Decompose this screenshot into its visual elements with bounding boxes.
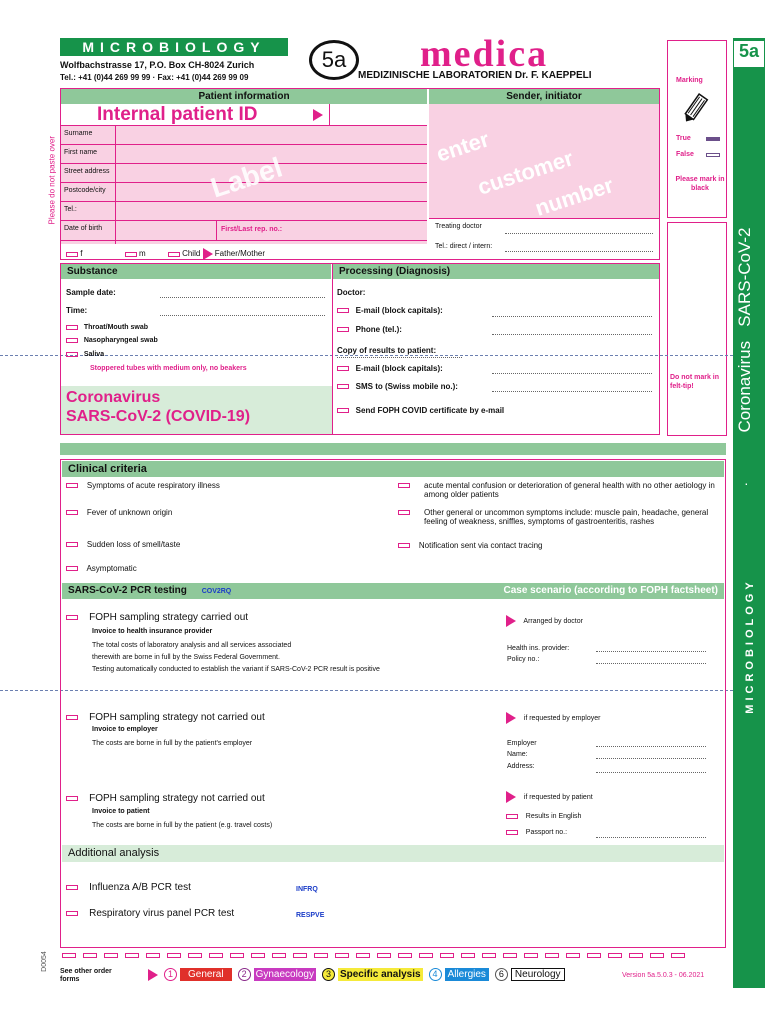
opt3-english: [506, 813, 581, 820]
opt1-line-2: Testing automatically conducted to establish the variant if SARS-CoV-2 PCR result is positive: [92, 666, 380, 673]
label-field-divider: [115, 126, 116, 244]
strip-checkbox[interactable]: [503, 953, 517, 958]
strip-checkbox[interactable]: [377, 953, 391, 958]
strip-checkbox[interactable]: [398, 953, 412, 958]
pcr-option-2-title: FOPH sampling strategy not carried out: [89, 712, 265, 723]
additional-label: Respiratory virus panel PCR test: [89, 908, 235, 919]
email2-option: [337, 364, 443, 373]
sms-checkbox[interactable]: [337, 384, 349, 389]
naso-checkbox[interactable]: [66, 338, 78, 343]
strip-checkbox[interactable]: [188, 953, 202, 958]
clinical-checkbox[interactable]: [398, 510, 410, 515]
strip-checkbox[interactable]: [251, 953, 265, 958]
street-label: Street address: [64, 168, 110, 175]
pcr-option-3-title: FOPH sampling strategy not carried out: [89, 793, 265, 804]
block-divider: [332, 264, 333, 434]
sender-fields: [429, 218, 659, 260]
processing-section-header: Processing (Diagnosis): [333, 264, 659, 279]
form-number: 6: [495, 968, 508, 981]
strip-checkbox[interactable]: [272, 953, 286, 958]
sender-section-header: Sender, initiator: [429, 89, 659, 104]
additional-code-1: RESPVE: [296, 912, 325, 919]
clinical-label: Sudden loss of smell/taste: [86, 540, 181, 549]
male-label: m: [138, 249, 146, 259]
additional-item-0: [66, 882, 191, 893]
first-name-label: First name: [64, 149, 98, 156]
arrow-right-icon: [506, 615, 516, 627]
clinical-label: Asymptomatic: [86, 564, 137, 573]
opt1-line-0: The total costs of laboratory analysis and all services associated: [92, 642, 292, 649]
arrow-right-icon: [203, 248, 213, 260]
throat-label: Throat/Mouth swab: [83, 324, 149, 331]
additional-item-1: [66, 908, 234, 919]
form-number: 2: [238, 968, 251, 981]
father-mother-label: Father/Mother: [214, 249, 266, 259]
clinical-checkbox[interactable]: [66, 483, 78, 488]
treating-doctor-field[interactable]: [505, 233, 653, 234]
pcr-section-header: [62, 583, 724, 599]
form-link-general[interactable]: [164, 968, 232, 981]
opt2-req: [506, 712, 600, 724]
tel-label: Tel.:: [64, 206, 77, 213]
opt3-invoice: Invoice to patient: [92, 808, 150, 815]
phone-fax: Tel.: +41 (0)44 269 99 99 · Fax: +41 (0)44 269 99 09: [60, 73, 249, 82]
email-label: E-mail (block capitals):: [355, 306, 443, 315]
foph-cert-option: [337, 406, 504, 415]
pcr-code: COV2RQ: [201, 588, 232, 595]
additional-section-header: Additional analysis: [62, 845, 724, 862]
version: Version 5a.5.0.3 - 06.2021: [622, 972, 705, 979]
true-mark-example: [706, 137, 720, 141]
additional-checkbox[interactable]: [66, 911, 78, 916]
passport-field[interactable]: [596, 837, 706, 838]
clinical-left-2: [66, 540, 180, 549]
clinical-section-header: Clinical criteria: [62, 461, 724, 477]
strip-checkbox[interactable]: [587, 953, 601, 958]
side-vertical-brand: MICROBIOLOGY: [744, 578, 756, 714]
pcr-option-1: [66, 612, 248, 623]
email-field[interactable]: [492, 316, 652, 317]
naso-label: Nasopharyngeal swab: [83, 337, 158, 344]
email2-checkbox[interactable]: [337, 366, 349, 371]
corona-title: Coronavirus: [66, 389, 161, 406]
see-other-forms: See other order forms: [60, 968, 112, 983]
strip-checkbox[interactable]: [167, 953, 181, 958]
divider: [216, 221, 217, 241]
form-label: Neurology: [511, 968, 565, 981]
opt1-line-1: therewith are borne in full by the Swiss Federal Government.: [92, 654, 280, 661]
clinical-pcr-block: [60, 459, 726, 948]
form-link-specific[interactable]: [322, 968, 423, 981]
opt2-line: The costs are borne in full by the patient's employer: [92, 740, 253, 747]
strip-checkbox[interactable]: [671, 953, 685, 958]
clinical-checkbox[interactable]: [398, 483, 410, 488]
foph-cert-label: Send FOPH COVID certificate by e-mail: [355, 406, 505, 415]
clinical-right-0: [398, 481, 718, 499]
arranged-label: Arranged by doctor: [523, 617, 583, 625]
clinical-right-2: [398, 541, 543, 550]
throat-checkbox[interactable]: [66, 325, 78, 330]
marking-box: [667, 40, 727, 218]
surname-label: Surname: [64, 130, 93, 137]
sample-date-label: Sample date:: [66, 288, 116, 297]
footer-forms: [148, 968, 565, 981]
strip-checkbox[interactable]: [104, 953, 118, 958]
internal-id-label: Internal patient ID: [97, 104, 258, 125]
form-link-neurology[interactable]: [495, 968, 565, 981]
saliva-option: [66, 351, 104, 358]
doctor-label: Doctor:: [337, 288, 366, 297]
case-scenario-header: Case scenario (according to FOPH factsheet): [503, 585, 718, 596]
form-link-gynaecology[interactable]: [238, 968, 316, 981]
watermark-number: number: [531, 172, 617, 221]
sender-tel-label: Tel.: direct / intern:: [435, 243, 493, 250]
pcr-option-1-checkbox[interactable]: [66, 615, 78, 620]
strip-checkbox[interactable]: [209, 953, 223, 958]
clinical-left-0: [66, 481, 220, 490]
separator-bar: [60, 443, 726, 455]
form-number: 3: [322, 968, 335, 981]
strip-checkbox[interactable]: [146, 953, 160, 958]
strip-checkbox[interactable]: [62, 953, 76, 958]
english-checkbox[interactable]: [506, 814, 518, 819]
additional-label: Influenza A/B PCR test: [89, 882, 191, 893]
strip-checkbox[interactable]: [482, 953, 496, 958]
marking-label: Marking: [676, 77, 703, 84]
side-tab-number: 5a: [733, 40, 765, 68]
form-label: Allergies: [445, 968, 489, 981]
sender-tel-field[interactable]: [505, 251, 653, 252]
pcr-option-3: [66, 793, 265, 804]
postcode-label: Postcode/city: [64, 187, 106, 194]
child-label: Child: [182, 249, 201, 259]
opt1-invoice: Invoice to health insurance provider: [92, 628, 213, 635]
phone-checkbox[interactable]: [337, 327, 349, 332]
pcr-title: SARS-CoV-2 PCR testing: [68, 585, 187, 596]
pencil-icon: [678, 93, 714, 125]
opt2-employer: Employer: [507, 740, 537, 747]
female-checkbox[interactable]: [66, 252, 78, 257]
phone-label: Phone (tel.):: [355, 325, 402, 334]
no-paste-note: Please do not paste over: [47, 135, 57, 225]
strip-checkbox[interactable]: [356, 953, 370, 958]
strip-checkbox[interactable]: [419, 953, 433, 958]
strip-checkbox[interactable]: [608, 953, 622, 958]
sample-date-field[interactable]: [160, 297, 325, 298]
arrow-right-icon: [148, 969, 158, 981]
clinical-checkbox[interactable]: [66, 542, 78, 547]
side-vertical-title: Coronavirus SARS-CoV-2: [735, 227, 754, 433]
req-patient-label: if requested by patient: [523, 793, 593, 801]
clinical-label: Other general or uncommon symptoms include: muscle pain, headache, general feeling of weakness, sniffles, symptoms of gastroenteritis, rashes: [424, 508, 709, 526]
arrow-right-icon: [313, 109, 323, 121]
felt-tip-box: [667, 222, 727, 436]
sms-option: [337, 382, 458, 391]
clinical-label: acute mental confusion or deterioration of general health with no other aetiology in among older patients: [424, 481, 715, 499]
opt1-policy-label: Policy no.:: [507, 656, 540, 663]
sms-field[interactable]: [492, 391, 652, 392]
req-employer-label: if requested by employer: [523, 714, 601, 722]
clinical-left-1: [66, 508, 172, 517]
medica-logo: medica: [420, 33, 549, 75]
treating-doctor-label: Treating doctor: [435, 223, 482, 230]
passport-label: Passport no.:: [525, 829, 568, 836]
clinical-checkbox[interactable]: [66, 566, 78, 571]
time-field[interactable]: [160, 315, 325, 316]
divider: [329, 104, 330, 126]
mark-in-black: Please mark in black: [675, 176, 725, 192]
saliva-checkbox[interactable]: [66, 352, 78, 357]
english-label: Results in English: [525, 813, 582, 820]
strip-checkbox[interactable]: [650, 953, 664, 958]
strip-checkbox[interactable]: [314, 953, 328, 958]
form-number-badge: 5a: [309, 40, 359, 80]
copy-label: Copy of results to patient:: [337, 346, 437, 355]
brand-banner: MICROBIOLOGY: [60, 38, 288, 56]
email2-label: E-mail (block capitals):: [355, 364, 443, 373]
clinical-label: Symptoms of acute respiratory illness: [86, 481, 220, 490]
pcr-option-3-checkbox[interactable]: [66, 796, 78, 801]
male-checkbox[interactable]: [125, 252, 137, 257]
form-label: Gynaecology: [255, 969, 314, 980]
opt1-provider-field[interactable]: [596, 651, 706, 652]
patient-section-header: Patient information: [61, 89, 427, 104]
gender-row: [66, 248, 265, 260]
strip-checkbox[interactable]: [293, 953, 307, 958]
strip-checkbox[interactable]: [524, 953, 538, 958]
watermark-customer: customer: [474, 145, 577, 200]
clinical-right-1: [398, 508, 718, 526]
opt1-arranged: [506, 615, 583, 627]
true-label: True: [676, 135, 691, 142]
sender-watermark: [430, 120, 658, 221]
phone-option: [337, 325, 402, 334]
clinical-left-3: [66, 564, 137, 573]
false-mark-example: [706, 153, 720, 157]
email2-field[interactable]: [492, 373, 652, 374]
internal-id-box[interactable]: [61, 104, 427, 126]
clinical-checkbox[interactable]: [66, 510, 78, 515]
opt2-address-field[interactable]: [596, 772, 706, 773]
strip-checkbox[interactable]: [629, 953, 643, 958]
corona-subtitle: SARS-CoV-2 (COVID-19): [66, 408, 251, 425]
pcr-option-2: [66, 712, 265, 723]
strip-checkbox[interactable]: [461, 953, 475, 958]
form-link-allergies[interactable]: [429, 968, 489, 981]
clinical-label: Notification sent via contact tracing: [418, 541, 543, 550]
opt2-name-field[interactable]: [596, 758, 706, 759]
saliva-label: Saliva: [83, 351, 105, 358]
opt3-passport: [506, 829, 567, 836]
strip-checkbox[interactable]: [83, 953, 97, 958]
passport-checkbox[interactable]: [506, 830, 518, 835]
opt2-address: Address:: [507, 763, 535, 770]
pcr-option-1-title: FOPH sampling strategy carried out: [89, 612, 249, 623]
form-number: 1: [164, 968, 177, 981]
side-dot: ·: [744, 475, 749, 491]
dob-label: Date of birth: [64, 225, 103, 232]
email-option: [337, 306, 443, 315]
clinical-checkbox[interactable]: [398, 543, 410, 548]
opt2-name: Name:: [507, 751, 528, 758]
strip-checkbox[interactable]: [566, 953, 580, 958]
strip-checkbox[interactable]: [125, 953, 139, 958]
lab-name: MEDIZINISCHE LABORATORIEN Dr. F. KAEPPELI: [358, 70, 592, 81]
false-label: False: [676, 151, 694, 158]
time-label: Time:: [66, 306, 88, 315]
pcr-option-2-checkbox[interactable]: [66, 715, 78, 720]
form-label: Specific analysis: [339, 969, 421, 980]
child-checkbox[interactable]: [168, 252, 180, 257]
arrow-right-icon: [506, 791, 516, 803]
form-number: 4: [429, 968, 442, 981]
substance-section-header: Substance: [61, 264, 331, 279]
address: Wolfbachstrasse 17, P.O. Box CH-8024 Zurich: [60, 60, 255, 70]
opt1-policy-field[interactable]: [596, 663, 706, 664]
sms-label: SMS to (Swiss mobile no.):: [355, 382, 458, 391]
email-checkbox[interactable]: [337, 308, 349, 313]
opt3-req: [506, 791, 593, 803]
additional-checkbox[interactable]: [66, 885, 78, 890]
watermark-enter: enter: [433, 126, 493, 167]
strip-checkbox[interactable]: [545, 953, 559, 958]
phone-field[interactable]: [492, 334, 652, 335]
form-label: General: [180, 968, 232, 981]
additional-code-0: INFRQ: [296, 886, 318, 893]
throat-option: [66, 324, 148, 331]
strip-checkbox[interactable]: [440, 953, 454, 958]
opt3-line: The costs are borne in full by the patient (e.g. travel costs): [92, 822, 273, 829]
arrow-right-icon: [506, 712, 516, 724]
female-label: f: [80, 249, 83, 259]
opt2-employer-field[interactable]: [596, 746, 706, 747]
clinical-label: Fever of unknown origin: [86, 508, 173, 517]
doc-code: D0054: [40, 951, 48, 972]
no-felt-tip: Do not mark in felt-tip!: [670, 374, 720, 390]
stoppered-note: Stoppered tubes with medium only, no beakers: [90, 365, 247, 372]
opt2-invoice: Invoice to employer: [92, 726, 158, 733]
naso-option: [66, 337, 158, 344]
checkbox-strip: [62, 950, 726, 960]
strip-checkbox[interactable]: [335, 953, 349, 958]
foph-cert-checkbox[interactable]: [337, 408, 349, 413]
label-watermark: Label: [206, 151, 286, 204]
copy-line: [337, 357, 462, 358]
corona-panel: [61, 386, 332, 434]
opt1-provider-label: Health ins. provider:: [507, 645, 570, 652]
rep-no-label: First/Last rep. no.:: [221, 226, 283, 233]
strip-checkbox[interactable]: [230, 953, 244, 958]
